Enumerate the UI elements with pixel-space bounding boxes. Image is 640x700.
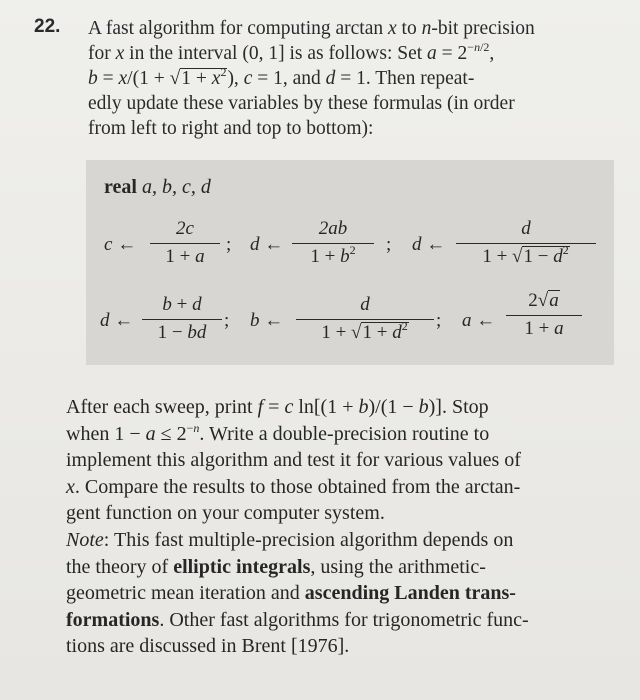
body-line-1: After each sweep, print f = c ln[(1 + b)/(1 − b)]. Stop (66, 396, 489, 418)
real-keyword: real (104, 176, 137, 198)
body-line-4: x. Compare the results to those obtained from the arctan- (66, 475, 521, 498)
fraction-2ab-over-1-plus-b2: 2ab $1 + b^2$ (292, 218, 374, 268)
body-line-2: when $1 - a \le 2^{-n}$. Write a double-precision routine to (66, 420, 490, 445)
problem-number: 22. (34, 16, 61, 37)
assign-a-lhs: a ← (462, 310, 496, 331)
separator: ; (386, 234, 392, 255)
body-line-8: geometric mean iteration and ascending Landen trans- (66, 582, 516, 605)
assign-c-lhs: c ← (104, 234, 137, 255)
body-line-10: tions are discussed in Brent [1976]. (66, 635, 350, 658)
body-line-9: formations. Other fast algorithms for trigonometric func- (66, 608, 529, 631)
intro-line-1: A fast algorithm for computing arctan x to n-bit precision (88, 18, 535, 39)
body-line-5: gent function on your computer system. (66, 502, 385, 525)
fraction-b-plus-d-over-1-minus-bd: b + d 1 − bd (142, 294, 222, 344)
problem-intro (88, 16, 613, 141)
intro-line-2: for x in the interval (0, 1] is as follows: Set $a = 2^{-n/2}$, (88, 40, 495, 64)
problem-body (66, 394, 621, 660)
fraction-2sqrt-a-over-1-plus-a: 2√a 1 + a (506, 290, 582, 340)
assign-d-lhs-3: d ← (100, 310, 134, 331)
separator: ; (224, 310, 230, 331)
body-line-6: Note: This fast multiple-precision algorithm depends on (66, 528, 514, 551)
body-line-3: implement this algorithm and test it for various values of (66, 449, 521, 472)
separator: ; (436, 310, 442, 331)
separator: ; (226, 234, 232, 255)
assign-b-lhs: b ← (250, 310, 284, 331)
declared-variables: a, b, c, d (141, 176, 211, 198)
intro-line-4: edly update these variables by these formulas (in order (88, 93, 515, 114)
algorithm-box (86, 160, 614, 365)
assign-d-lhs-2: d ← (412, 234, 446, 255)
declaration-line (104, 176, 211, 199)
assign-d-lhs: d ← (250, 234, 284, 255)
intro-line-5: from left to right and top to bottom): (88, 118, 374, 139)
fraction-2c-over-1-plus-a: 2c 1 + a (150, 218, 220, 268)
fraction-d-over-1-plus-sqrt-1-minus-d2: d $1 + √1 - d^2$ (456, 218, 596, 268)
intro-line-3: $b = x/(1 + √1 + x^2)$, c = 1, and d = 1. Then repeat- (88, 65, 475, 89)
fraction-d-over-1-plus-sqrt-1-plus-d2: d $1 + √1 + d^2$ (296, 294, 434, 344)
body-line-7: the theory of elliptic integrals, using the arithmetic- (66, 555, 486, 578)
